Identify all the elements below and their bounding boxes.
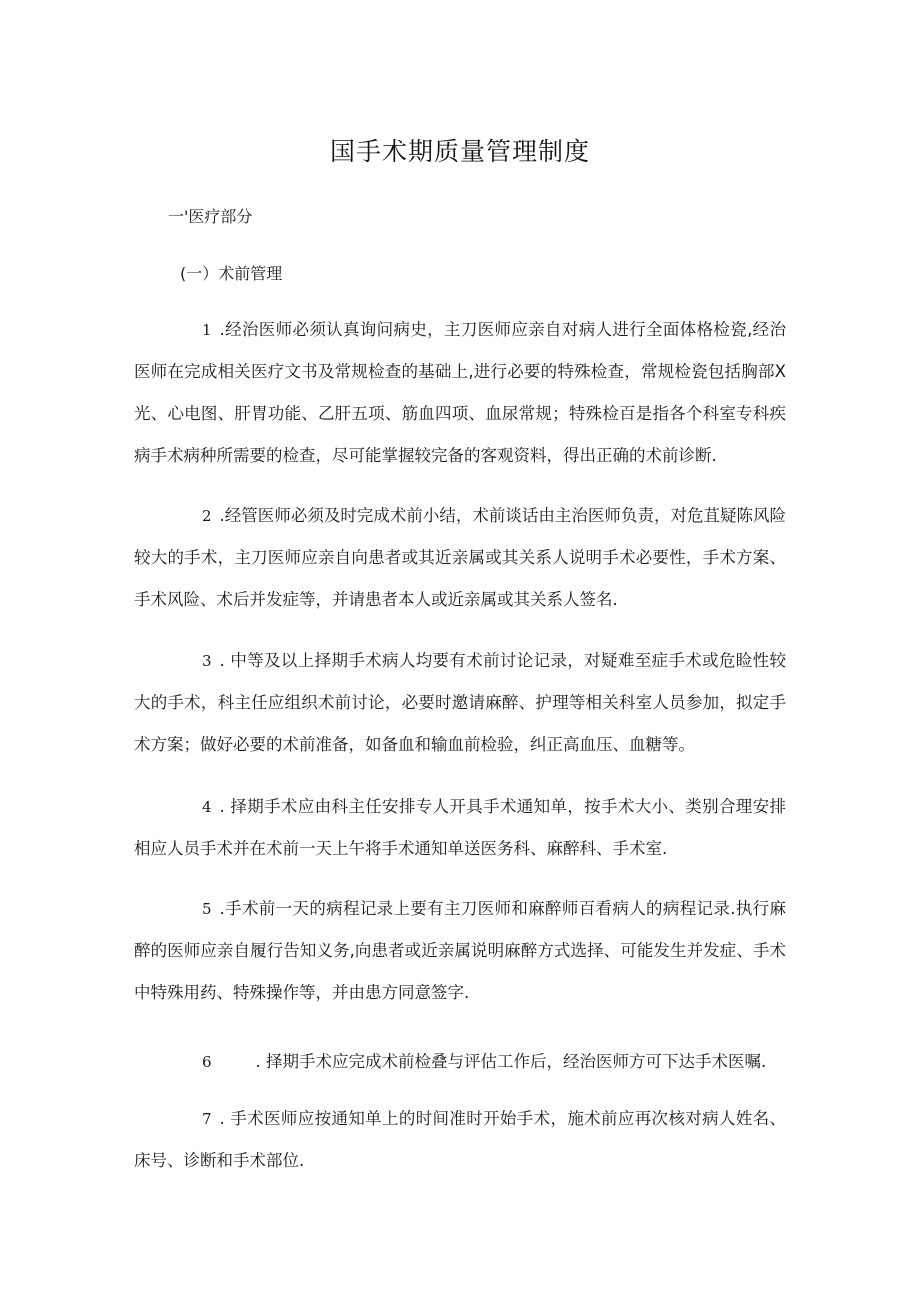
item-number: 7 xyxy=(202,1110,212,1128)
paragraph-item-3 xyxy=(134,640,786,766)
paragraph-item-7 xyxy=(134,1098,786,1182)
paragraph-item-1 xyxy=(134,309,786,477)
item-number: 5 xyxy=(202,900,212,918)
item-number: 4 xyxy=(202,798,212,816)
item-number: 6 xyxy=(202,1053,212,1071)
item-text: .手术前一天的病程记录上要有主刀医师和麻醉师百看病人的病程记录.执行麻醉的医师应亲自履行告知义务,向患者或近亲属说明麻醉方式选择、可能发生并发症、手术中特殊用药、特殊操作等，并由患方同意签字. xyxy=(134,899,786,1002)
item-text: . 择期手术应完成术前检叠与评估工作后，经治医师方可下达手术医嘱. xyxy=(255,1052,767,1071)
item-number: 1 xyxy=(202,321,212,339)
document-title: 国手术期质量管理制度 xyxy=(329,137,590,166)
item-text: . 择期手术应由科主任安排专人开具手术通知单，按手术大小、类别合理安排相应人员手术并在术前一天上午将手术通知单送医务科、麻醉科、手术室. xyxy=(134,797,786,858)
item-text: . 中等及以上择期手术病人均要有术前讨论记录，对疑难至症手术或危睑性较大的手术，科主任应组织术前讨论，必要时邀请麻醉、护理等相关科室人员参加，拟定手术方案；做好必要的术前准备，如备血和输血前检验，纠正高血压、血糖等。 xyxy=(134,651,786,754)
subsection-heading-preop: (一）术前管理 xyxy=(180,264,283,283)
item-text: .经管医师必须及时完成术前小结，术前谈话由主治医师负责，对危苴疑陈风险较大的手术，主刀医师应亲自向患者或其近亲属或其关系人说明手术必要性，手术方案、手术风险、术后并发症等，并请患者本人或近亲属或其关系人签名. xyxy=(134,506,786,609)
item-text: .经治医师必须认真询问病史，主刀医师应亲自对病人进行全面体格检瓷,经治医师在完成相关医疗文书及常规检查的基础上,进行必要的特殊检查，常规检瓷包括胸部X光、心电图、肝胃功能、乙肝五项、筋血四项、血尿常规；特殊检百是指各个科室专科疾病手术病种所需要的检查，尽可能掌握较完备的客观资料，得出正确的术前诊断. xyxy=(134,320,786,465)
item-number: 2 xyxy=(202,507,212,525)
paragraph-item-5 xyxy=(134,888,786,1014)
item-number: 3 xyxy=(202,652,212,670)
section-heading-medical: 一'医疗部分 xyxy=(168,207,253,226)
paragraph-item-6 xyxy=(134,1041,786,1083)
paragraph-item-2 xyxy=(134,495,786,621)
paragraph-item-4 xyxy=(134,786,786,870)
item-text: . 手术医师应按通知单上的时间准时开始手术，施术前应再次核对病人姓名、床号、诊断和手术部位. xyxy=(134,1109,786,1170)
